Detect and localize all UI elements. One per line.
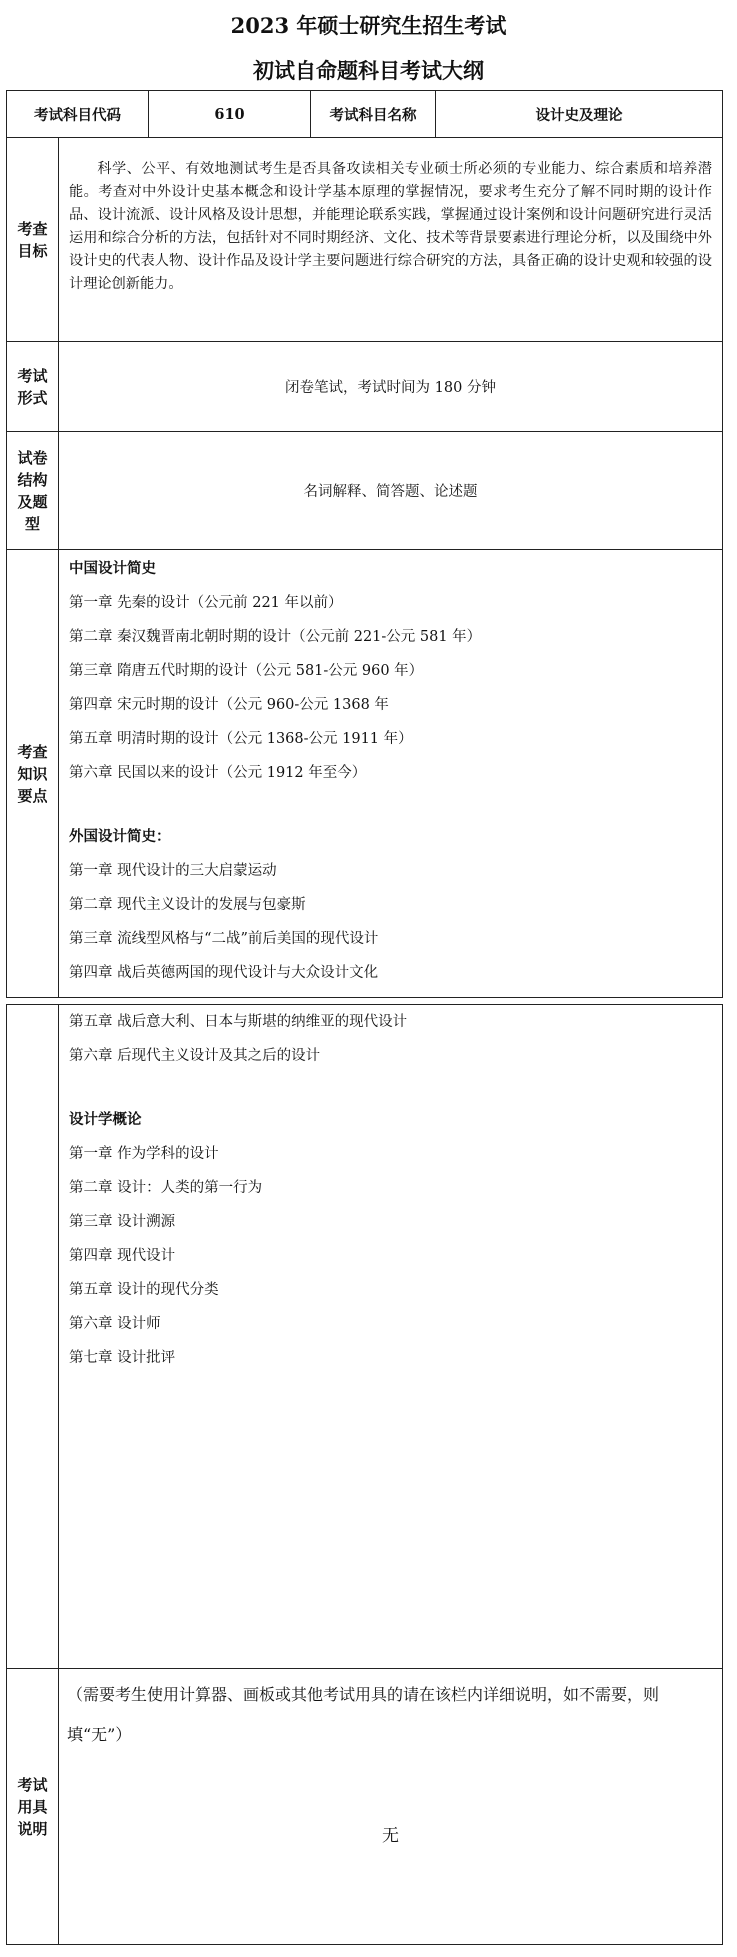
- objective-text: 科学、公平、有效地测试考生是否具备攻读相关专业硕士所必须的专业能力、综合素质和培养潜能。考查对中外设计史基本概念和设计学基本原理的掌握情况，要求考生充分了解不同时期的设计作品、设计流派、设计风格及设计思想，并能理论联系实践，掌握通过设计案例和设计问题研究进行灵活运用和综合分析的方法，包括针对不同时期经济、文化、技术等背景要素进行理论分析，以及围绕中外设计史的代表人物、设计作品及设计学主要问题进行综合研究的方法，具备正确的设计史观和较强的设计理论创新能力。: [69, 161, 712, 292]
- chapter-item: 第一章 作为学科的设计: [69, 1146, 219, 1162]
- knowledge-row: [7, 550, 723, 998]
- tools-note: （需要考生使用计算器、画板或其他考试用具的请在该栏内详细说明，如不需要，则填“无”）: [67, 1685, 660, 1744]
- objective-cell: [59, 138, 723, 342]
- china-history-title: 中国设计简史: [69, 560, 156, 577]
- knowledge-label: 考查 知识 要点: [7, 550, 59, 998]
- foreign-history-title: 外国设计简史：: [69, 828, 171, 845]
- chapter-item: 第四章 战后英德两国的现代设计与大众设计文化: [69, 965, 379, 981]
- tools-row: [7, 1669, 723, 1945]
- syllabus-table-part1: [6, 90, 723, 138]
- document-title-line1: 2023 年硕士研究生招生考试: [230, 13, 507, 38]
- chapter-item: 第二章 现代主义设计的发展与包豪斯: [69, 897, 306, 913]
- objective-label: 考查 目标: [7, 138, 59, 342]
- tools-value: 无: [382, 1826, 399, 1846]
- syllabus-table-part2: [6, 1004, 723, 1945]
- syllabus-table-part1-body: [6, 137, 723, 998]
- knowledge-row-continued: [7, 1005, 723, 1669]
- chapter-item: 第二章 秦汉魏晋南北朝时期的设计（公元前 221-公元 581 年）: [69, 629, 482, 645]
- chapter-item: 第六章 后现代主义设计及其之后的设计: [69, 1048, 321, 1064]
- format-label: 考试 形式: [7, 342, 59, 432]
- chapter-item: 第四章 现代设计: [69, 1248, 176, 1264]
- chapter-item: 第七章 设计批评: [69, 1350, 176, 1366]
- chapter-item: 第三章 流线型风格与“二战”前后美国的现代设计: [69, 931, 379, 947]
- header-row: [7, 91, 723, 138]
- chapter-item: 第三章 隋唐五代时期的设计（公元 581-公元 960 年）: [69, 663, 424, 679]
- design-theory-title: 设计学概论: [69, 1111, 142, 1128]
- objective-row: [7, 138, 723, 342]
- chapter-item: 第六章 民国以来的设计（公元 1912 年至今）: [69, 765, 367, 781]
- chapter-item: 第六章 设计师: [69, 1316, 161, 1332]
- knowledge-cell-part1: [59, 550, 723, 998]
- document-title-line2: 初试自命题科目考试大纲: [253, 58, 484, 83]
- subject-name-value: 设计史及理论: [436, 91, 723, 138]
- knowledge-cell-part2: [59, 1005, 723, 1669]
- structure-text: 名词解释、简答题、论述题: [59, 432, 723, 550]
- chapter-item: 第二章 设计：人类的第一行为: [69, 1180, 263, 1196]
- structure-row: [7, 432, 723, 550]
- knowledge-label-continued: [7, 1005, 59, 1669]
- format-text: 闭卷笔试，考试时间为 180 分钟: [59, 342, 723, 432]
- subject-code-label: 考试科目代码: [7, 91, 149, 138]
- chapter-item: 第五章 设计的现代分类: [69, 1282, 219, 1298]
- tools-cell: [59, 1669, 723, 1945]
- chapter-item: 第五章 明清时期的设计（公元 1368-公元 1911 年）: [69, 731, 413, 747]
- chapter-item: 第三章 设计溯源: [69, 1214, 176, 1230]
- chapter-item: 第四章 宋元时期的设计（公元 960-公元 1368 年: [69, 697, 389, 713]
- subject-name-label: 考试科目名称: [311, 91, 436, 138]
- chapter-item: 第一章 先秦的设计（公元前 221 年以前）: [69, 595, 343, 611]
- chapter-item: 第五章 战后意大利、日本与斯堪的纳维亚的现代设计: [69, 1014, 408, 1030]
- tools-label: 考试 用具 说明: [7, 1669, 59, 1945]
- structure-label: 试卷 结构 及题 型: [7, 432, 59, 550]
- format-row: [7, 342, 723, 432]
- subject-code-value: 610: [149, 91, 311, 138]
- chapter-item: 第一章 现代设计的三大启蒙运动: [69, 863, 277, 879]
